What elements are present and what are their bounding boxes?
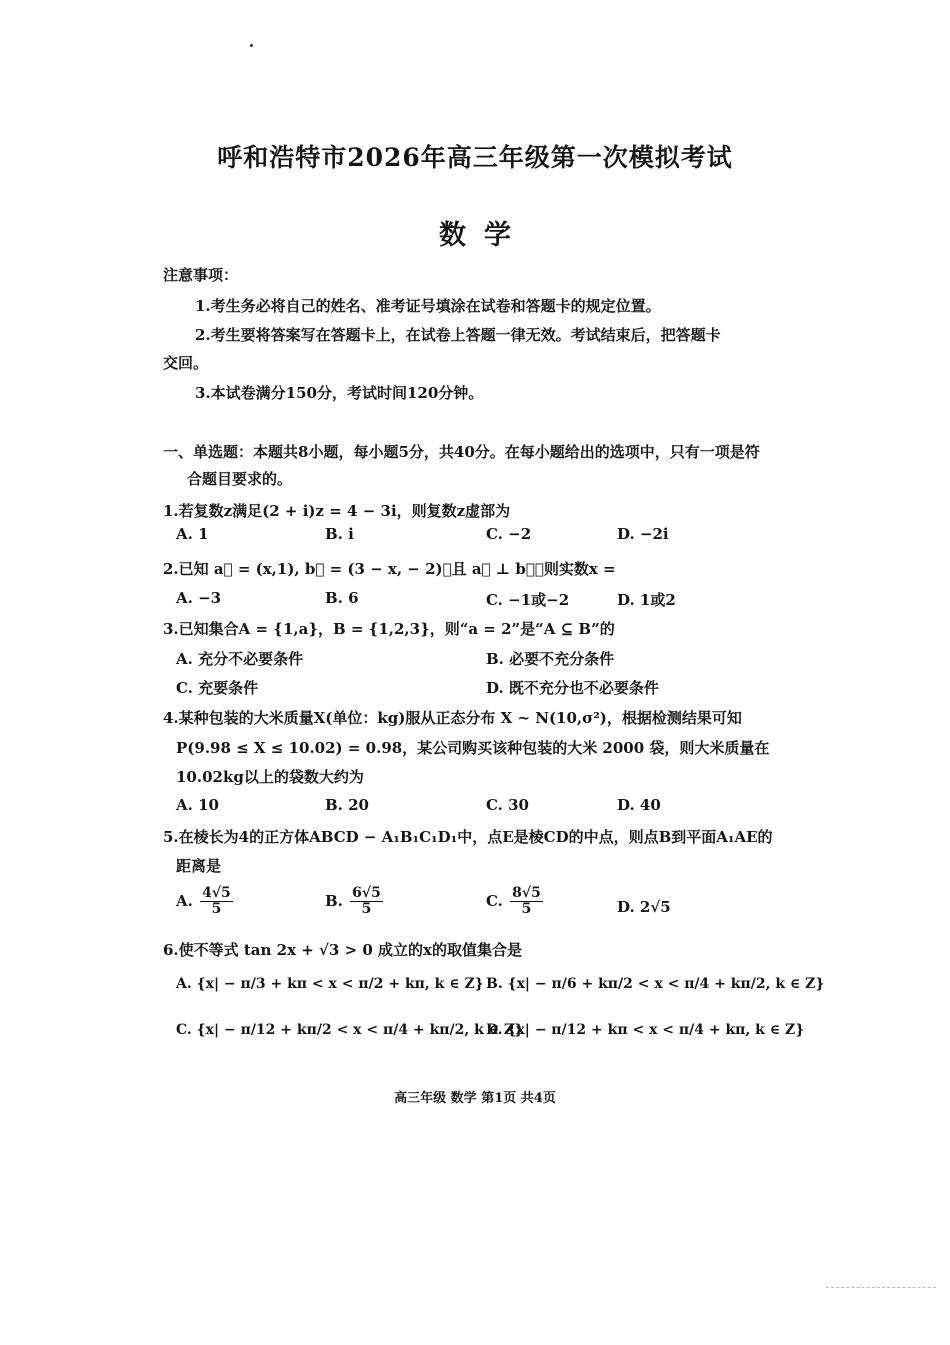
section-heading-cont: 合题目要求的。 [187,470,293,488]
question-3-option-c: C. 充要条件 [176,679,259,697]
question-6-option-b: B. {x| − π/6 + kπ/2 < x < π/4 + kπ/2, k ∈ Z} [486,976,825,992]
question-4-option-b: B. 20 [325,796,369,814]
notice-item-2-cont: 交回。 [163,354,209,372]
question-6-stem: 6.使不等式 tan 2x + √3 > 0 成立的x的取值集合是 [163,941,522,959]
question-5-option-a [176,886,235,918]
question-4-option-d: D. 40 [617,796,661,814]
section-heading: 一、单选题：本题共8小题，每小题5分，共40分。在每小题给出的选项中，只有一项是符 [163,443,760,461]
subject-title: 数学 [439,220,529,251]
question-1-option-c: C. −2 [486,525,532,543]
notice-item-3: 3.本试卷满分150分，考试时间120分钟。 [195,384,484,402]
option-c-denominator: 5 [521,901,532,918]
option-b-denominator: 5 [361,901,372,918]
option-a-numerator: 4√5 [202,885,231,901]
question-1-option-b: B. i [325,525,354,543]
question-5-option-b [325,886,385,918]
question-6-option-c: C. {x| − π/12 + kπ/2 < x < π/4 + kπ/2, k ∈ Z} [176,1022,524,1038]
option-c-fraction [510,886,543,918]
option-b-numerator: 6√5 [352,885,381,901]
option-c-label: C. [486,891,503,910]
question-2-stem: 2.已知 a⃗ = (x,1), b⃗ = (3 − x, − 2)，且 a⃗ ⊥ b⃗，则实数x = [163,560,616,578]
question-1-option-d: D. −2i [617,525,669,543]
notice-item-2: 2.考生要将答案写在答题卡上，在试卷上答题一律无效。考试结束后，把答题卡 [195,326,721,344]
question-4-line-2: P(9.98 ≤ X ≤ 10.02) = 0.98，某公司购买该种包装的大米 2000 袋，则大米质量在 [176,739,770,757]
scan-artifact-divider [826,1287,936,1288]
question-4-line-1: 4.某种包装的大米质量X(单位：kg)服从正态分布 X ~ N(10,σ²)，根据检测结果可知 [163,709,742,727]
question-5-line-1: 5.在棱长为4的正方体ABCD − A₁B₁C₁D₁中，点E是棱CD的中点，则点B到平面A₁AE的 [163,828,773,846]
question-6-option-d: D. {x| − π/12 + kπ < x < π/4 + kπ, k ∈ Z} [486,1022,805,1038]
option-b-fraction [350,886,383,918]
option-c-numerator: 8√5 [512,885,541,901]
question-5-option-c [486,886,545,918]
option-a-fraction [200,886,233,918]
question-3-option-b: B. 必要不充分条件 [486,650,615,668]
exam-title: 呼和浩特市2026年高三年级第一次模拟考试 [217,143,733,172]
notice-item-1: 1.考生务必将自己的姓名、准考证号填涂在试卷和答题卡的规定位置。 [195,297,661,315]
question-2-option-d: D. 1或2 [617,591,676,609]
question-1-option-a: A. 1 [176,525,209,543]
option-b-label: B. [325,891,343,910]
question-2-option-c: C. −1或−2 [486,591,570,609]
option-a-label: A. [176,891,193,910]
question-4-option-c: C. 30 [486,796,529,814]
question-3-option-a: A. 充分不必要条件 [176,650,304,668]
question-4-line-3: 10.02kg以上的袋数大约为 [176,768,364,786]
scan-speck [250,44,253,47]
question-6-option-a: A. {x| − π/3 + kπ < x < π/2 + kπ, k ∈ Z} [176,976,484,992]
page-footer: 高三年级 数学 第1页 共4页 [394,1091,556,1106]
notice-heading: 注意事项： [163,266,239,284]
question-3-option-d: D. 既不充分也不必要条件 [486,679,659,697]
question-1-stem: 1.若复数z满足(2 + i)z = 4 − 3i，则复数z虚部为 [163,502,511,520]
question-2-option-b: B. 6 [325,589,359,607]
question-2-option-a: A. −3 [176,589,222,607]
question-5-line-2: 距离是 [176,857,222,875]
question-4-option-a: A. 10 [176,796,219,814]
option-a-denominator: 5 [211,901,222,918]
question-5-option-d: D. 2√5 [617,898,671,916]
question-3-stem: 3.已知集合A = {1,a}，B = {1,2,3}，则“a = 2”是“A ⊆ B”的 [163,620,615,638]
